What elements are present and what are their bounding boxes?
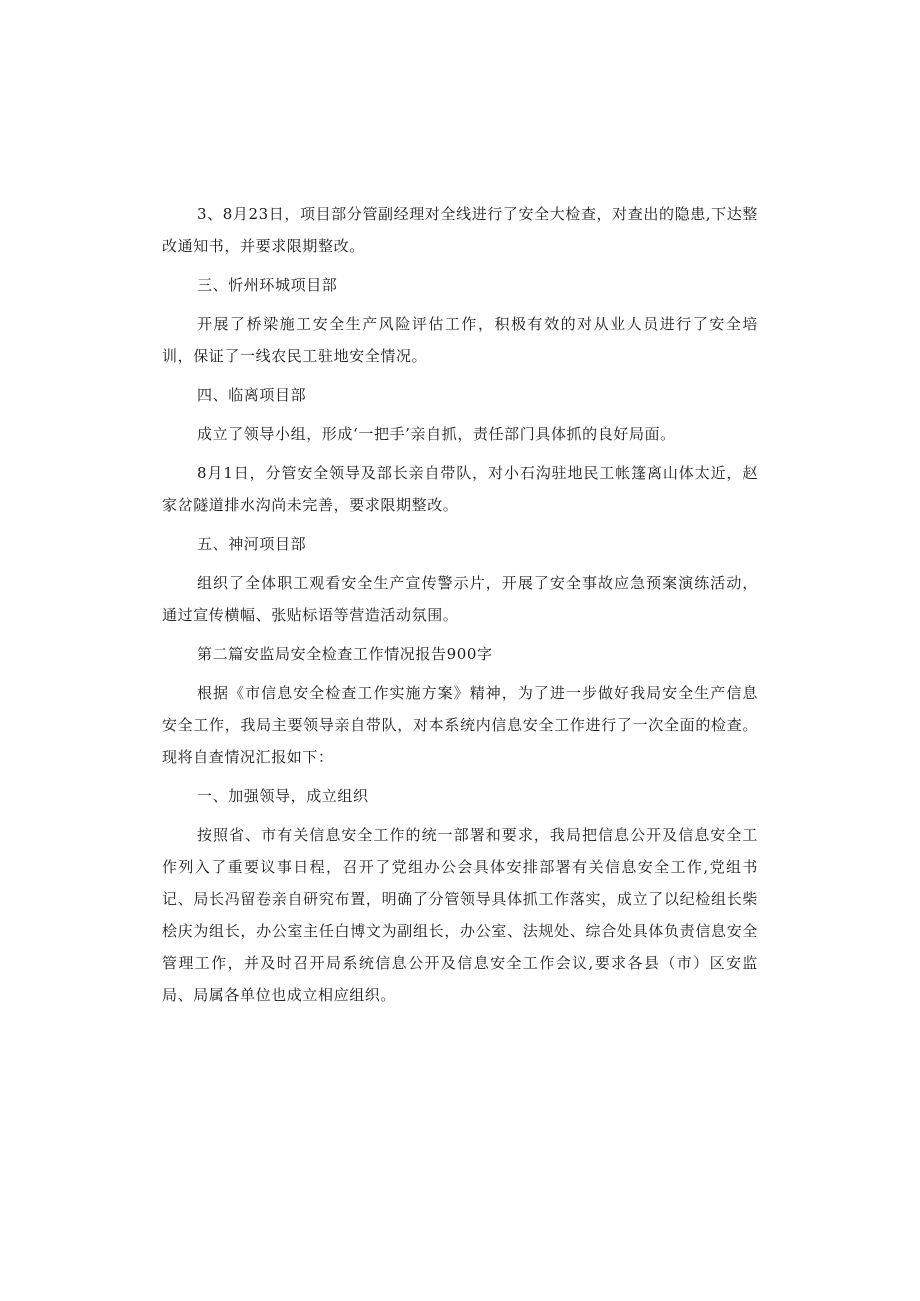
document-body [162, 198, 758, 1018]
paragraph-report-intro: 根据《市信息安全检查工作实施方案》精神，为了进一步做好我局安全生产信息安全工作，我局主要领导亲自带队，对本系统内信息安全工作进行了一次全面的检查。现将自查情况汇报如下： [162, 684, 758, 766]
paragraph-linli-aug1: 8月1日，分管安全领导及部长亲自带队，对小石沟驻地民工帐篷离山体太近，赵家岔隧道排水沟尚未完善，要求限期整改。 [162, 464, 758, 514]
paragraph-linli-group: 成立了领导小组，形成‘一把手’亲自抓，责任部门具体抓的良好局面。 [197, 425, 676, 443]
paragraph-shenhe-work: 组织了全体职工观看安全生产宣传警示片，开展了安全事故应急预案演练活动，通过宣传横幅、张贴标语等营造活动氛围。 [162, 574, 758, 624]
heading-leadership: 一、加强领导，成立组织 [197, 787, 369, 805]
heading-shenhe-project: 五、神河项目部 [197, 535, 307, 553]
heading-xinzhou-project: 三、忻州环城项目部 [197, 276, 338, 294]
paragraph-inspection-aug23: 3、8月23日，项目部分管副经理对全线进行了安全大检查，对查出的隐患,下达整改通知书，并要求限期整改。 [162, 205, 758, 255]
paragraph-xinzhou-work: 开展了桥梁施工安全生产风险评估工作，积极有效的对从业人员进行了安全培训，保证了一线农民工驻地安全情况。 [162, 315, 758, 365]
heading-second-report: 第二篇安监局安全检查工作情况报告900字 [197, 645, 493, 663]
heading-linli-project: 四、临离项目部 [197, 386, 307, 404]
paragraph-leadership-detail: 按照省、市有关信息安全工作的统一部署和要求，我局把信息公开及信息安全工作列入了重要议事日程，召开了党组办公会具体安排部署有关信息安全工作,党组书记、局长冯留卷亲自研究布置，明确了分管领导具体抓工作落实，成立了以纪检组长柴桧庆为组长，办公室主任白博文为副组长，办公室、法规处、综合处具体负责信息安全管理工作，并及时召开局系统信息公开及信息安全工作会议,要求各县（市）区安监局、局属各单位也成立相应组织。 [162, 826, 758, 1004]
